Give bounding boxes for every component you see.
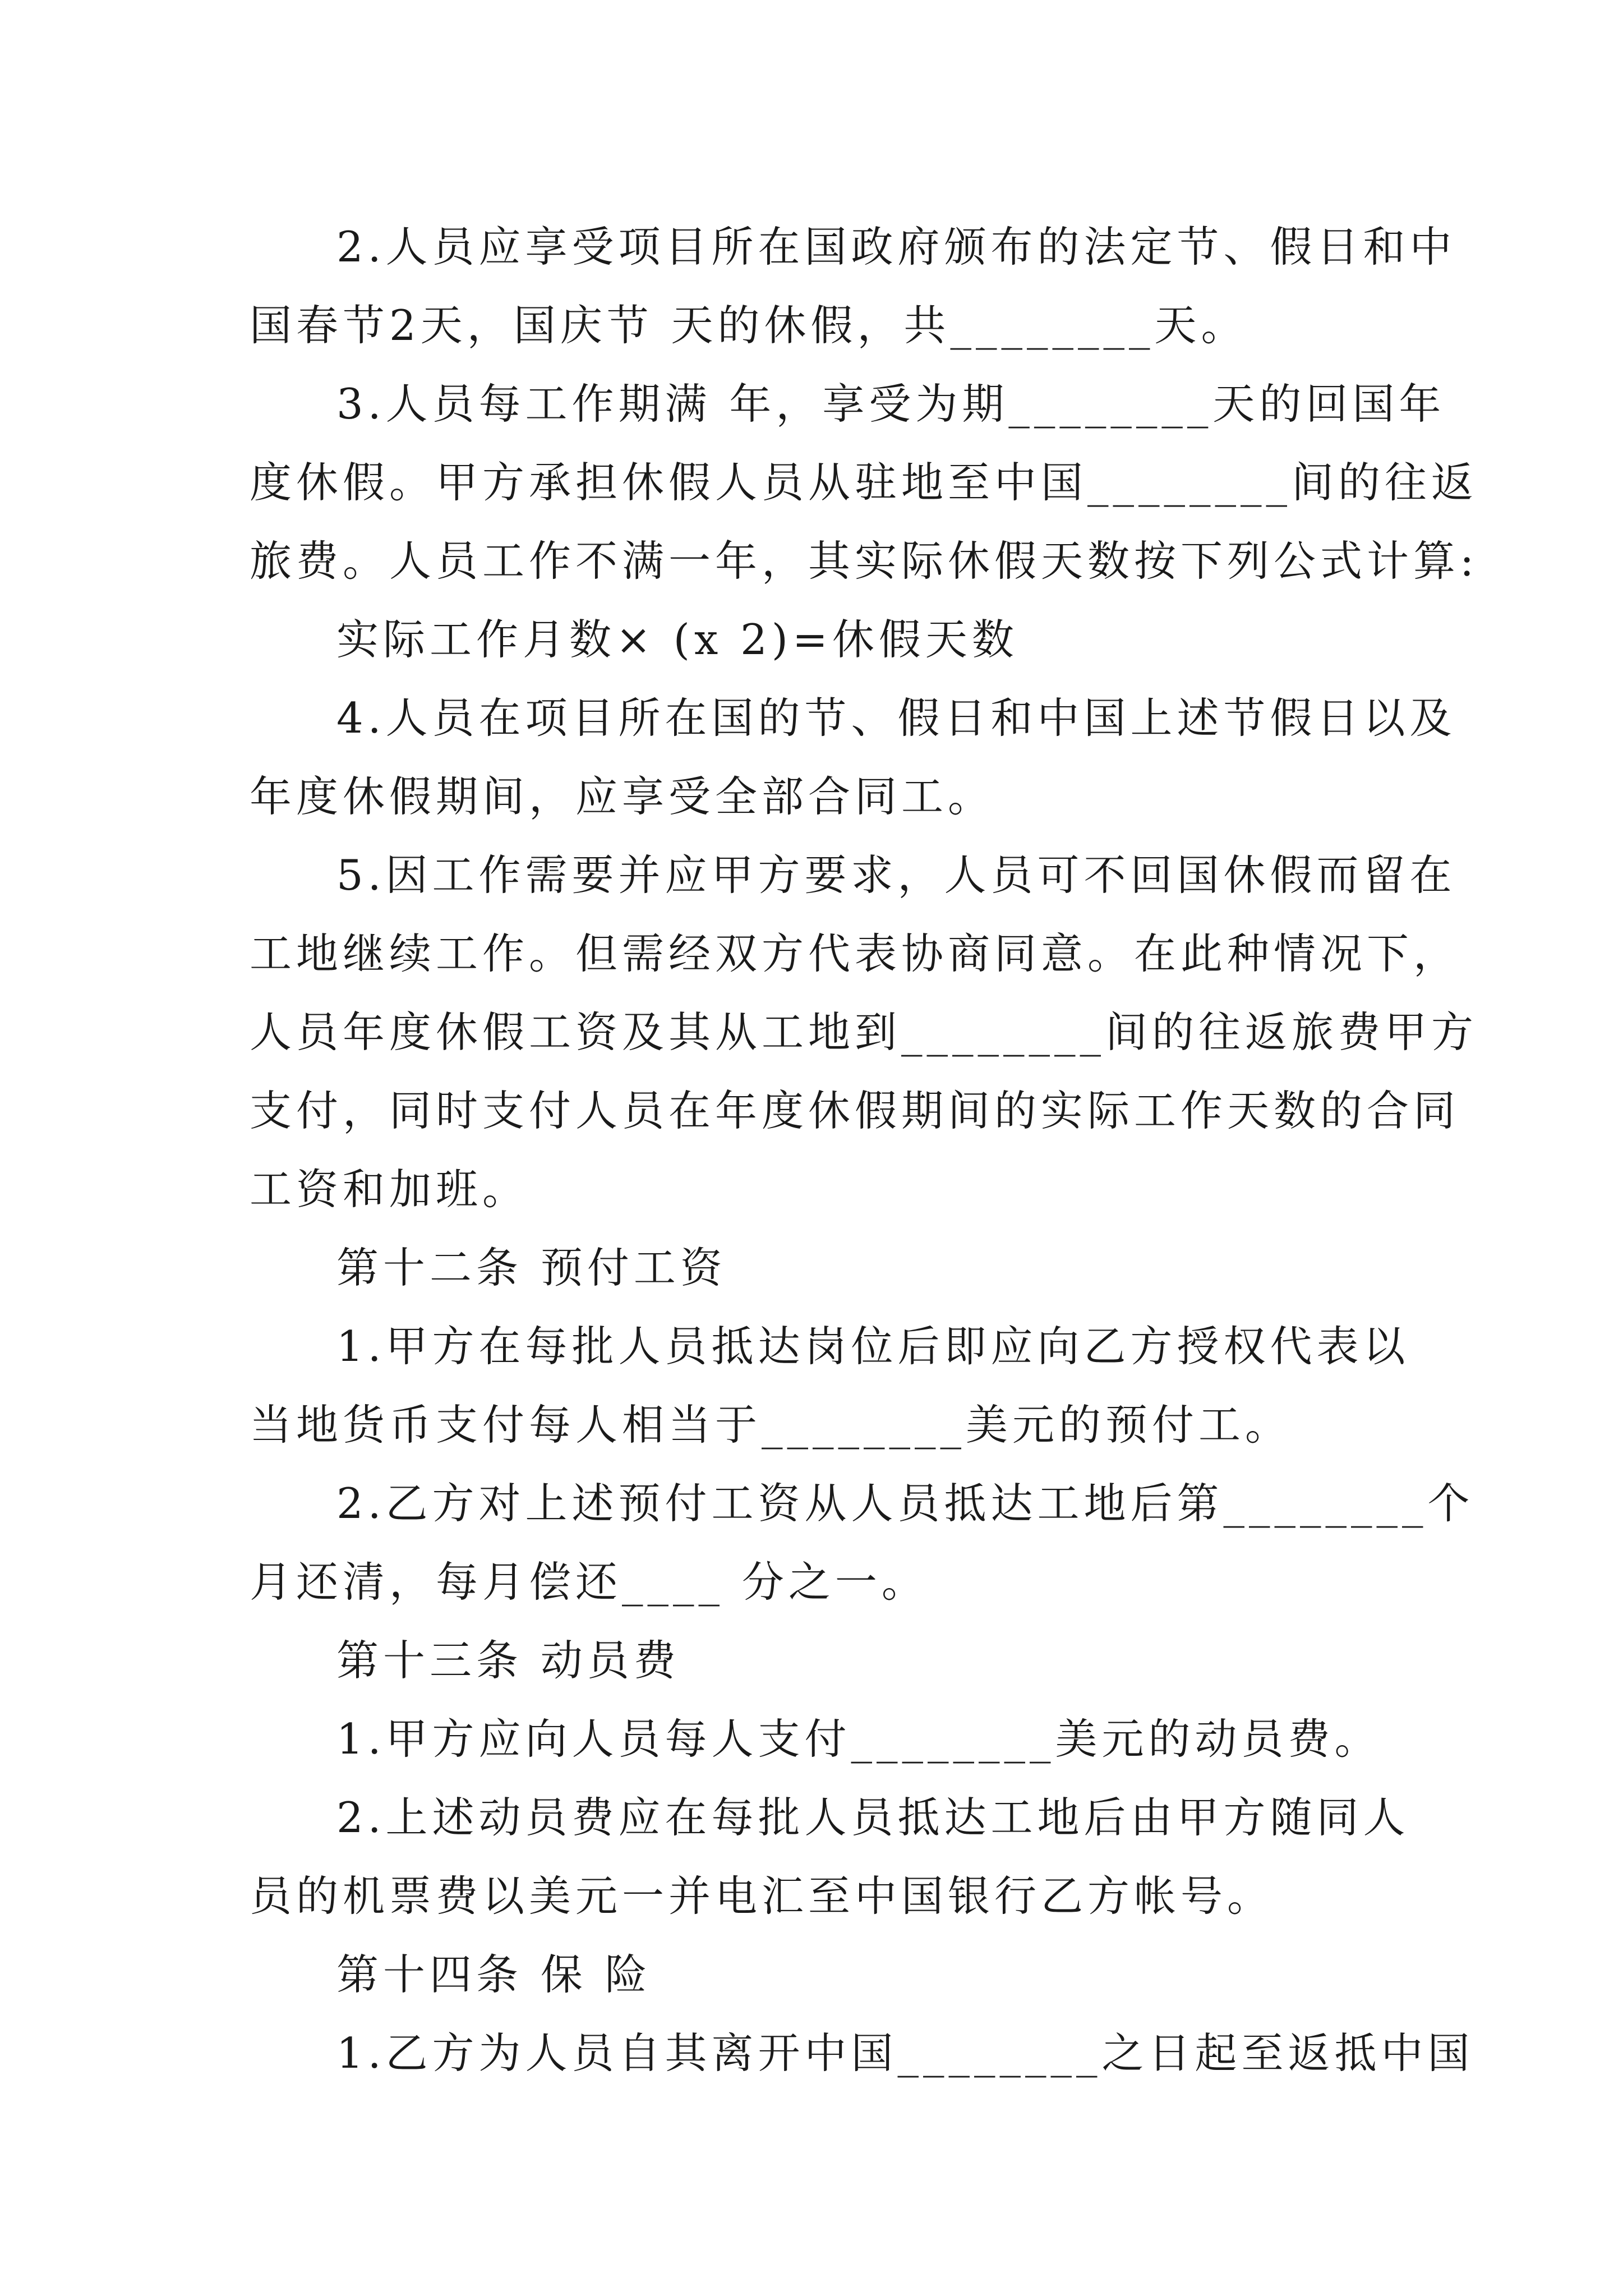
paragraph-line: 2.人员应享受项目所在国政府颁布的法定节、假日和中 [336, 222, 1456, 272]
article-heading: 第十三条 动员费 [336, 1636, 680, 1685]
paragraph-line: 国春节2天，国庆节 天的休假，共________天。 [250, 301, 1248, 350]
paragraph-line: 工地继续工作。但需经双方代表协商同意。在此种情况下， [250, 929, 1460, 978]
paragraph-line: 工资和加班。 [250, 1165, 529, 1214]
article-heading: 第十二条 预付工资 [336, 1243, 727, 1292]
article-heading: 第十四条 保 险 [336, 1950, 652, 1999]
paragraph-line: 5.因工作需要并应甲方要求，人员可不回国休假而留在 [336, 850, 1456, 900]
paragraph-line: 人员年度休假工资及其从工地到________间的往返旅费甲方 [250, 1007, 1478, 1057]
paragraph-line: 年度休假期间，应享受全部合同工。 [250, 772, 995, 821]
paragraph-line: 3.人员每工作期满 年，享受为期________天的回国年 [336, 379, 1446, 429]
document-body [250, 208, 1479, 2092]
paragraph-line: 支付，同时支付人员在年度休假期间的实际工作天数的合同 [250, 1086, 1460, 1135]
paragraph-line: 4.人员在项目所在国的节、假日和中国上述节假日以及 [336, 693, 1456, 743]
paragraph-line: 1.乙方为人员自其离开中国________之日起至返抵中国 [336, 2028, 1474, 2078]
formula-line: 实际工作月数× (x 2)=休假天数 [336, 615, 1018, 664]
paragraph-line: 月还清，每月偿还____ 分之一。 [250, 1557, 928, 1607]
paragraph-line: 度休假。甲方承担休假人员从驻地至中国________间的往返 [250, 458, 1478, 507]
paragraph-line: 1.甲方在每批人员抵达岗位后即应向乙方授权代表以 [336, 1322, 1410, 1371]
paragraph-line: 1.甲方应向人员每人支付________美元的动员费。 [336, 1714, 1381, 1764]
paragraph-line: 2.上述动员费应在每批人员抵达工地后由甲方随同人 [336, 1793, 1410, 1842]
paragraph-line: 员的机票费以美元一并电汇至中国银行乙方帐号。 [250, 1871, 1274, 1921]
paragraph-line: 当地货币支付每人相当于________美元的预付工。 [250, 1400, 1292, 1450]
paragraph-line: 旅费。人员工作不满一年，其实际休假天数按下列公式计算: [250, 536, 1479, 586]
paragraph-line: 2.乙方对上述预付工资从人员抵达工地后第________个 [336, 1479, 1474, 1528]
